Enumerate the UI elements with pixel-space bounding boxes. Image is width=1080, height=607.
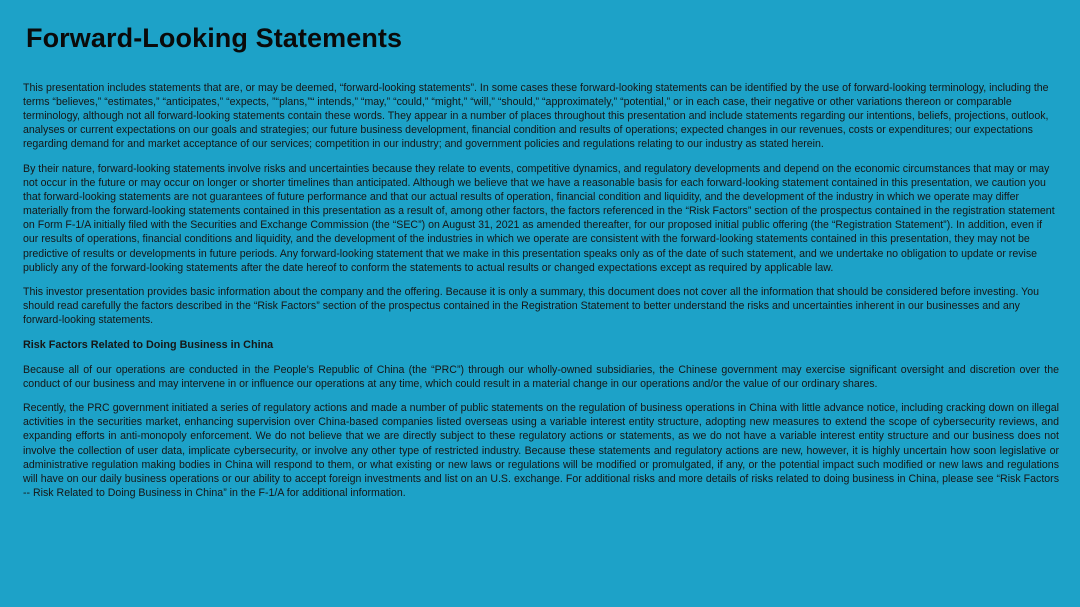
- paragraph-risks-uncertainties: By their nature, forward-looking statements involve risks and uncertainties because they relate to events, competitive dynamics, and regulatory developments and depend on the economic circumstances that may or may not occur in the future or may occur on longer or shorter timelines than anticipated. Although we believe that we have a reasonable basis for each forward-looking statement contained in this presentation, we caution you that forward-looking statements are not guarantees of future performance and that our actual results of operation, financial condition and liquidity, and the development of the industry in which we operate may differ materially from the forward-looking statements contained in this presentation as a result of, among other factors, the factors referenced in the “Risk Factors” section of the prospectus contained in the registration statement on Form F-1/A initially filed with the Securities and Exchange Commission (the “SEC”) on August 31, 2021 as amended thereafter, for our proposed initial public offering (the “Registration Statement”). In addition, even if our results of operations, financial conditions and liquidity, and the development of the industries in which we operate are consistent with the forward-looking statements contained in this presentation, they may not be predictive of results or developments in future periods. Any forward-looking statement that we make in this presentation speaks only as of the date of such statement, and we undertake no obligation to update or revise publicly any of the forward-looking statements after the date hereof to conform the statements to actual results or changed expectations except as required by applicable law.: [23, 162, 1055, 274]
- slide-body: [23, 81, 1059, 510]
- paragraph-prc-operations: Because all of our operations are conducted in the People’s Republic of China (the “PRC”) through our wholly-owned subsidiaries, the Chinese government may exercise significant oversight and discretion over the conduct of our business and may intervene in or influence our operations at any time, which could result in a material change in our operations and/or the value of our ordinary shares.: [23, 363, 1059, 390]
- paragraph-investor-presentation: This investor presentation provides basic information about the company and the offering. Because it is only a summary, this document does not cover all the information that should be considered before investing. You should read carefully the factors described in the “Risk Factors” section of the prospectus contained in the Registration Statement to better understand the risks and uncertainties inherent in our businesses and any forward-looking statements.: [23, 286, 1040, 327]
- paragraph-prc-regulatory-actions: Recently, the PRC government initiated a series of regulatory actions and made a number of public statements on the regulation of business operations in China with little advance notice, including cracking down on illegal activities in the securities market, enhancing supervision over China-based companies listed overseas using a variable interest entity structure, adopting new measures to extend the scope of cybersecurity reviews, and expanding efforts in anti-monopoly enforcement. We do not believe that we are directly subject to these regulatory actions or statements, as we do not have a variable interest entity structure and our business does not involve the collection of user data, implicate cybersecurity, or involve any other type of restricted industry. Because these statements and regulatory actions are new, however, it is highly uncertain how soon legislative or administrative regulation making bodies in China will respond to them, or what existing or new laws or regulations will be modified or promulgated, if any, or the potential impact such modified or new laws and regulations will have on our daily business operations or our ability to accept foreign investments and list on an U.S. exchange. For additional risks and more details of risks related to doing business in China, please see “Risk Factors -- Risk Related to Doing Business in China” in the F-1/A for additional information.: [23, 402, 1059, 499]
- slide-title: Forward-Looking Statements: [26, 23, 403, 53]
- risk-factors-heading: Risk Factors Related to Doing Business in China: [23, 339, 274, 351]
- paragraph-forward-looking-intro: This presentation includes statements that are, or may be deemed, “forward-looking statements”. In some cases these forward-looking statements can be identified by the use of forward-looking terminology, including the terms “believes,” “estimates,” “anticipates,” “expects, ”“plans,”“ intends,” “may,” “could,” “might,” “will,” “should,” “approximately,” “potential,” or in each case, their negative or other variations thereon or comparable terminology, although not all forward-looking statements contain these words. They appear in a number of places throughout this presentation and include statements regarding our intentions, beliefs, projections, outlook, analyses or current expectations on our goals and strategies; our future business development, financial condition and results of operations; expected changes in our revenues, costs or expenditures; our expectations regarding demand for and market acceptance of our services; competition in our industry; and government policies and regulations relating to our industry as stated herein.: [23, 82, 1049, 151]
